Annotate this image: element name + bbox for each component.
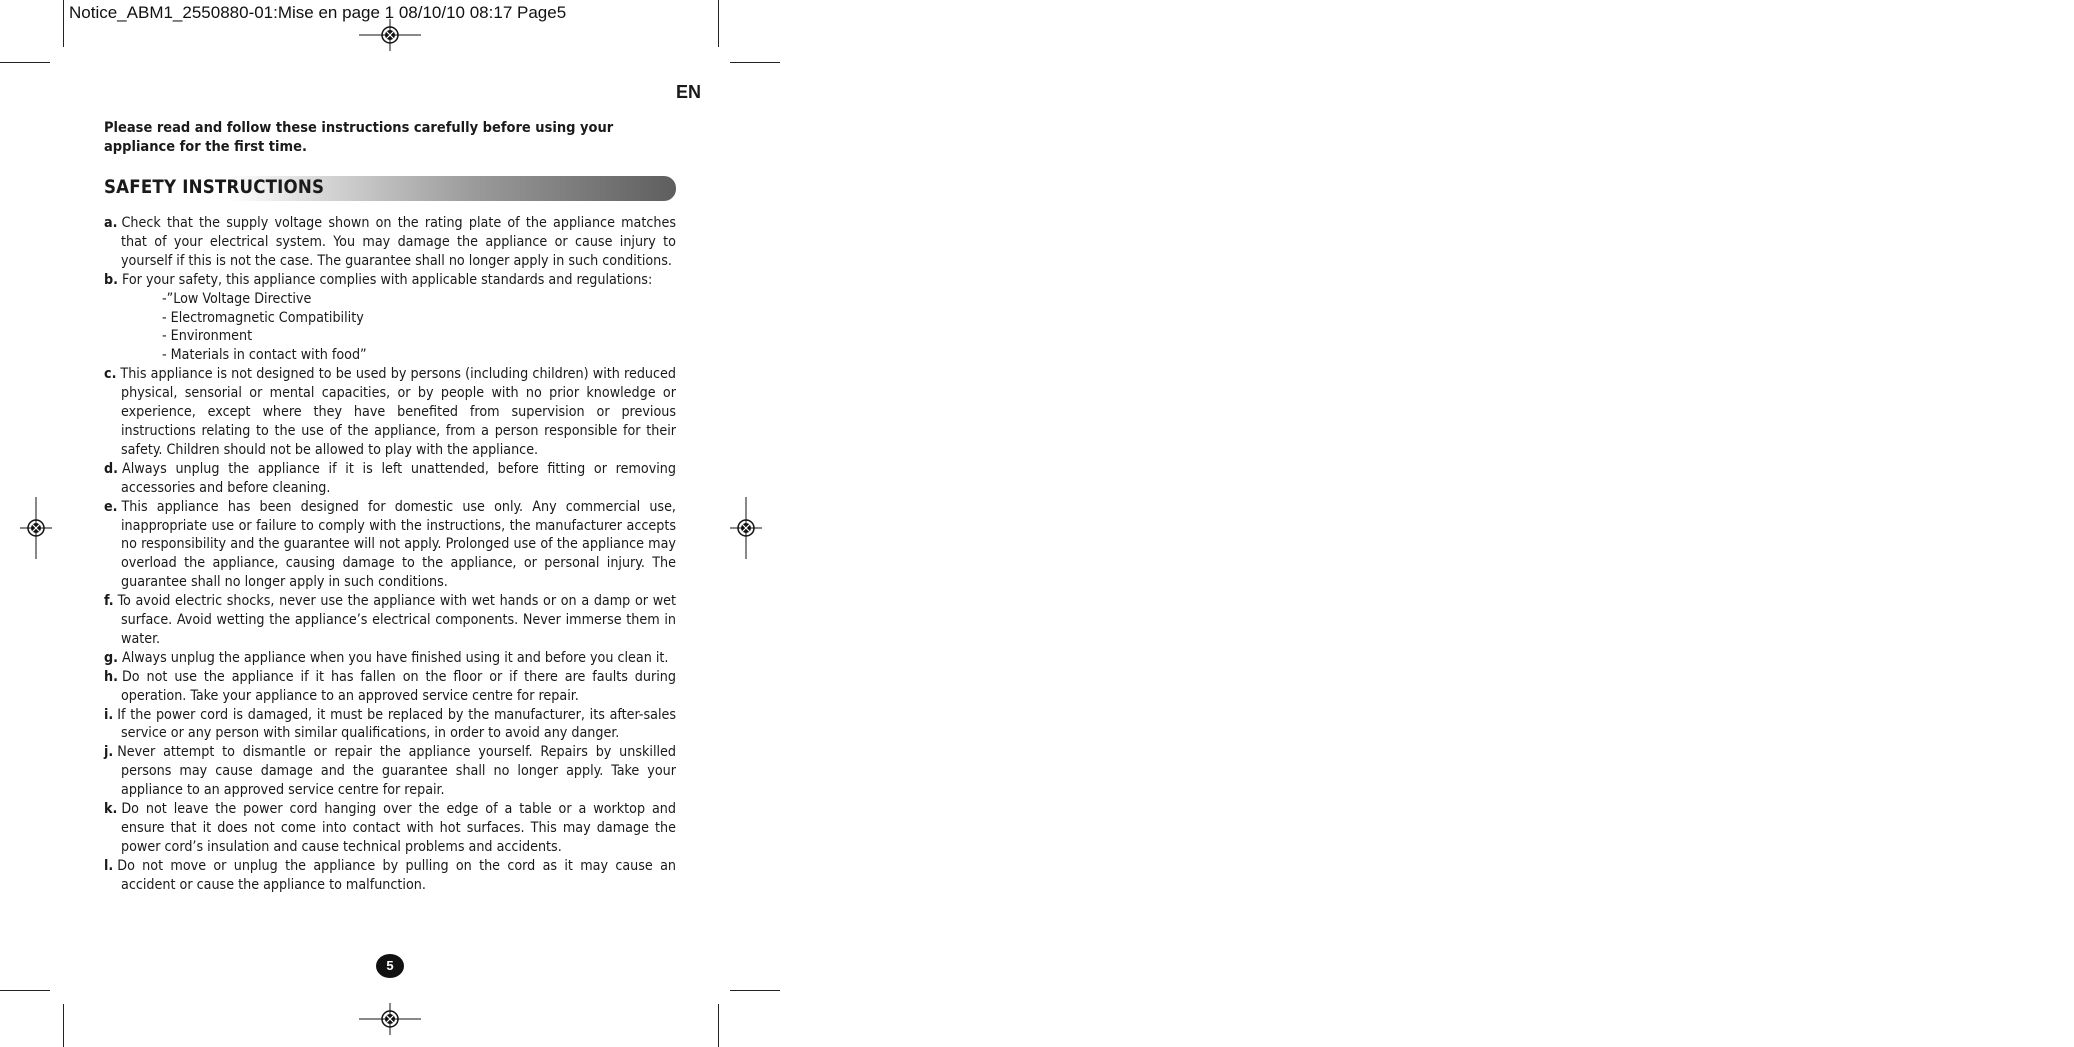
list-item bbox=[104, 214, 676, 271]
item-letter: g. bbox=[104, 649, 118, 666]
registration-mark-icon bbox=[359, 1003, 421, 1035]
item-letter: d. bbox=[104, 460, 118, 477]
standard-item: - Electromagnetic Compatibility bbox=[162, 309, 364, 326]
list-item bbox=[104, 365, 676, 460]
registration-mark-icon bbox=[359, 19, 421, 51]
item-letter: e. bbox=[104, 498, 118, 515]
page-number: 5 bbox=[376, 954, 404, 978]
section-title: SAFETY INSTRUCTIONS bbox=[104, 177, 325, 198]
item-letter: f. bbox=[104, 593, 114, 610]
item-text: Always unplug the appliance when you have finished using it and before you clean it. bbox=[122, 649, 669, 666]
crop-mark bbox=[63, 1004, 64, 1047]
list-item bbox=[104, 498, 676, 593]
language-tag: EN bbox=[676, 82, 702, 102]
item-text: This appliance is not designed to be used by persons (including children) with reduced physical, sensorial or mental capacities, or by people with no prior knowledge or experience, except where they have benefited from supervision or previous instructions relating to the use of the appliance, from a person responsible for their safety. Children should not be allowed to play with the appliance. bbox=[120, 366, 676, 458]
registration-mark-icon bbox=[730, 497, 762, 559]
item-text: This appliance has been designed for domestic use only. Any commercial use, inappropriate use or failure to comply with the instructions, the manufacturer accepts no responsibility and the guarantee will not apply. Prolonged use of the appliance may overload the appliance, causing damage to the appliance, or personal injury. The guarantee shall no longer apply in such conditions. bbox=[121, 498, 676, 591]
list-item bbox=[104, 800, 676, 857]
item-text: Check that the supply voltage shown on the rating plate of the appliance matches that of your electrical system. You may damage the appliance or cause injury to yourself if this is not the case. The guarantee shall no longer apply in such conditions. bbox=[121, 215, 676, 269]
item-text: For your safety, this appliance complies with applicable standards and regulations: bbox=[122, 271, 653, 288]
item-letter: i. bbox=[104, 706, 114, 723]
item-letter: h. bbox=[104, 668, 118, 685]
registration-mark-icon bbox=[20, 497, 52, 559]
print-slug: Notice_ABM1_2550880-01:Mise en page 1 08/10/10 08:17 Page5 bbox=[69, 3, 567, 22]
crop-mark bbox=[0, 990, 50, 991]
list-item bbox=[104, 743, 676, 800]
item-text: Do not move or unplug the appliance by pulling on the cord as it may cause an accident or cause the appliance to malfunction. bbox=[117, 857, 676, 893]
item-letter: j. bbox=[104, 744, 114, 761]
item-letter: a. bbox=[104, 215, 118, 231]
crop-mark bbox=[730, 990, 780, 991]
crop-mark bbox=[718, 1004, 719, 1047]
item-text: To avoid electric shocks, never use the appliance with wet hands or on a damp or wet surface. Avoid wetting the appliance’s electrical components. Never immerse them in water. bbox=[117, 593, 676, 647]
item-text: Always unplug the appliance if it is left unattended, before fitting or removing accessories and before cleaning. bbox=[121, 460, 676, 496]
list-item bbox=[104, 706, 676, 744]
list-item bbox=[104, 857, 676, 895]
standard-item: -”Low Voltage Directive bbox=[162, 290, 312, 307]
intro-text: Please read and follow these instructions carefully before using your appliance for the first time. bbox=[104, 120, 614, 155]
item-letter: k. bbox=[104, 801, 118, 818]
list-item bbox=[104, 271, 676, 290]
item-text: Do not leave the power cord hanging over the edge of a table or a worktop and ensure that it does not come into contact with hot surfaces. This may damage the power cord’s insulation and cause technical problems and accidents. bbox=[121, 801, 676, 855]
item-letter: l. bbox=[104, 857, 114, 874]
list-item bbox=[104, 460, 676, 498]
standard-item: - Environment bbox=[162, 328, 253, 345]
standard-item: - Materials in contact with food” bbox=[162, 347, 367, 364]
crop-mark bbox=[718, 0, 719, 47]
item-letter: c. bbox=[104, 366, 117, 383]
list-item bbox=[104, 649, 676, 668]
list-item bbox=[104, 668, 676, 706]
crop-mark bbox=[63, 0, 64, 47]
item-text: If the power cord is damaged, it must be replaced by the manufacturer, its after-sales service or any person with similar qualifications, in order to avoid any danger. bbox=[117, 706, 676, 742]
list-item bbox=[104, 592, 676, 649]
crop-mark bbox=[730, 62, 780, 63]
item-text: Do not use the appliance if it has fallen on the floor or if there are faults during operation. Take your appliance to an approved service centre for repair. bbox=[121, 668, 676, 704]
item-letter: b. bbox=[104, 271, 118, 288]
item-text: Never attempt to dismantle or repair the appliance yourself. Repairs by unskilled persons may cause damage and the guarantee shall no longer apply. Take your appliance to an approved service centre for repair. bbox=[117, 744, 676, 799]
crop-mark bbox=[0, 62, 50, 63]
safety-instructions-list bbox=[104, 214, 676, 895]
